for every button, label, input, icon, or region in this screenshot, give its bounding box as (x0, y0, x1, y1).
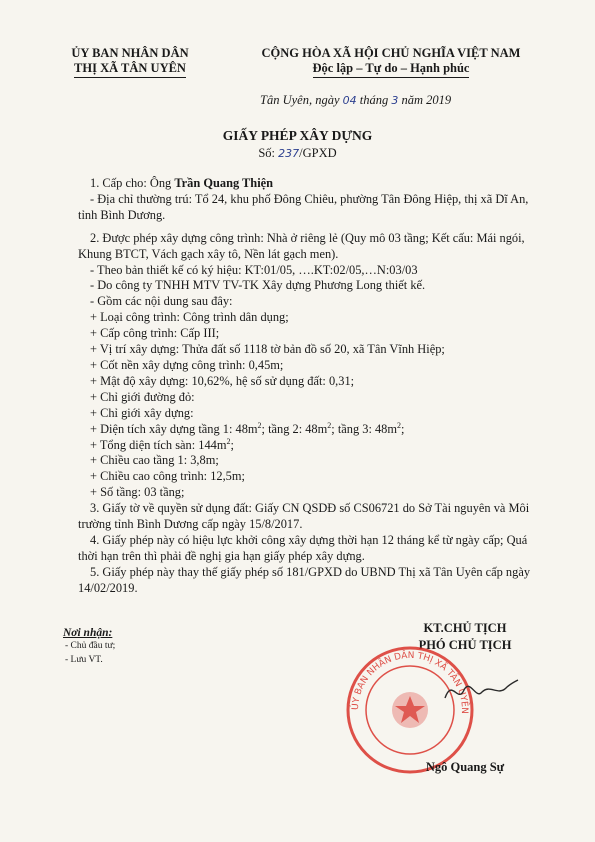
line-design-code: - Theo bản thiết kế có ký hiệu: KT:01/05, ….KT:02/05,…N:03/03 (90, 262, 418, 277)
seal-text: ỦY BAN NHÂN DÂN THỊ XÃ TÂN UYÊN (350, 650, 470, 714)
handwritten-signature (440, 670, 520, 710)
date-month-label: tháng (359, 93, 389, 107)
line-floor-level: + Cốt nền xây dựng công trình: 0,45m; (90, 357, 284, 372)
signer-name: Ngô Quang Sự (425, 760, 505, 774)
permit-body (78, 176, 548, 597)
line-replaces: 5. Giấy phép này thay thế giấy phép số 181/GPXD do UBND Thị xã Tân Uyên cấp ngày 14/02/2019. (78, 564, 531, 595)
date-year: năm 2019 (401, 93, 452, 107)
line-floor-areas (78, 422, 548, 438)
issue-date (260, 93, 451, 108)
date-place: Tân Uyên, ngày (260, 93, 340, 107)
line-validity: 4. Giấy phép này có hiệu lực khởi công xây dựng thời hạn 12 tháng kể từ ngày cấp; Quá thời hạn trên thì phải đề nghị gia hạn giấy phép xây dựng. (78, 532, 528, 563)
document-number (0, 146, 595, 161)
floor1-area: + Diện tích xây dựng tầng 1: 48m (90, 421, 258, 436)
agency-line1: ỦY BAN NHÂN DÂN (71, 46, 189, 60)
sup-1: 2 (257, 420, 262, 430)
line-build-line: + Chỉ giới xây dựng: (90, 405, 194, 420)
date-day: 04 (342, 94, 357, 107)
floor3-area: ; tầng 3: 48m (331, 421, 398, 436)
line-permitted-work: 2. Được phép xây dựng công trình: Nhà ở riêng lẻ (Quy mô 03 tầng; Kết cấu: Mái ngói, Khung BTCT, Vách gạch xây tô, Nền lát gạch men). (78, 230, 525, 261)
sup-2: 2 (327, 420, 332, 430)
line-location: + Vị trí xây dựng: Thửa đất số 1118 tờ bản đồ số 20, xã Tân Vĩnh Hiệp; (90, 342, 445, 357)
sup-3: 2 (397, 420, 402, 430)
document-title: GIẤY PHÉP XÂY DỰNG (222, 128, 373, 143)
line-grade: + Cấp công trình: Cấp III; (90, 326, 220, 341)
motto: Độc lập – Tự do – Hạnh phúc (313, 61, 470, 78)
recipients (63, 627, 115, 667)
line-designer: - Do công ty TNHH MTV TV-TK Xây dựng Phương Long thiết kế. (90, 278, 426, 293)
line-building-height: + Chiều cao công trình: 12,5m; (90, 469, 245, 484)
recipients-title: Nơi nhận: (63, 627, 113, 639)
number-suffix: /GPXD (299, 146, 337, 160)
issuing-agency (40, 46, 220, 78)
line-grantee (78, 176, 548, 192)
signatory-line2: PHÓ CHỦ TỊCH (418, 638, 512, 652)
national-header (226, 46, 556, 78)
floor-areas-end: ; (401, 421, 405, 436)
line-address: - Địa chỉ thường trú: Tổ 24, khu phố Đông Chiêu, phường Tân Đông Hiệp, thị xã Dĩ An, tỉnh Bình Dương. (78, 191, 529, 222)
nation-name: CỘNG HÒA XÃ HỘI CHỦ NGHĨA VIỆT NAM (261, 46, 521, 60)
agency-line2: THỊ XÃ TÂN UYÊN (74, 61, 186, 78)
line-floor-count: + Số tầng: 03 tầng; (90, 485, 185, 500)
line-red-line: + Chỉ giới đường đỏ: (90, 389, 195, 404)
number-prefix: Số: (258, 146, 276, 160)
line-density: + Mật độ xây dựng: 10,62%, hệ số sử dụng đất: 0,31; (90, 373, 355, 388)
line-total-area (78, 438, 548, 454)
grantee-label: 1. Cấp cho: Ông (90, 176, 175, 190)
date-month: 3 (391, 94, 399, 107)
floor2-area: ; tầng 2: 48m (261, 421, 328, 436)
line-land-documents: 3. Giấy tờ về quyền sử dụng đất: Giấy CN QSDĐ số CS06721 do Sở Tài nguyên và Môi trường tỉnh Bình Dương cấp ngày 15/8/2017. (78, 501, 530, 532)
line-floor1-height: + Chiều cao tầng 1: 3,8m; (90, 453, 219, 468)
recipient-item: - Lưu VT. (65, 655, 103, 665)
official-seal (340, 640, 480, 780)
total-area: + Tổng diện tích sàn: 144m (90, 437, 227, 452)
grantee-name: Trần Quang Thiện (174, 176, 274, 190)
signatory-line1: KT.CHỦ TỊCH (423, 621, 507, 635)
line-contents: - Gồm các nội dung sau đây: (90, 294, 233, 309)
recipient-item: - Chủ đầu tư; (65, 641, 116, 651)
number-handwritten: 237 (278, 147, 300, 160)
total-area-end: ; (230, 437, 234, 452)
line-type: + Loại công trình: Công trình dân dụng; (90, 310, 289, 325)
sup-4: 2 (226, 436, 231, 446)
